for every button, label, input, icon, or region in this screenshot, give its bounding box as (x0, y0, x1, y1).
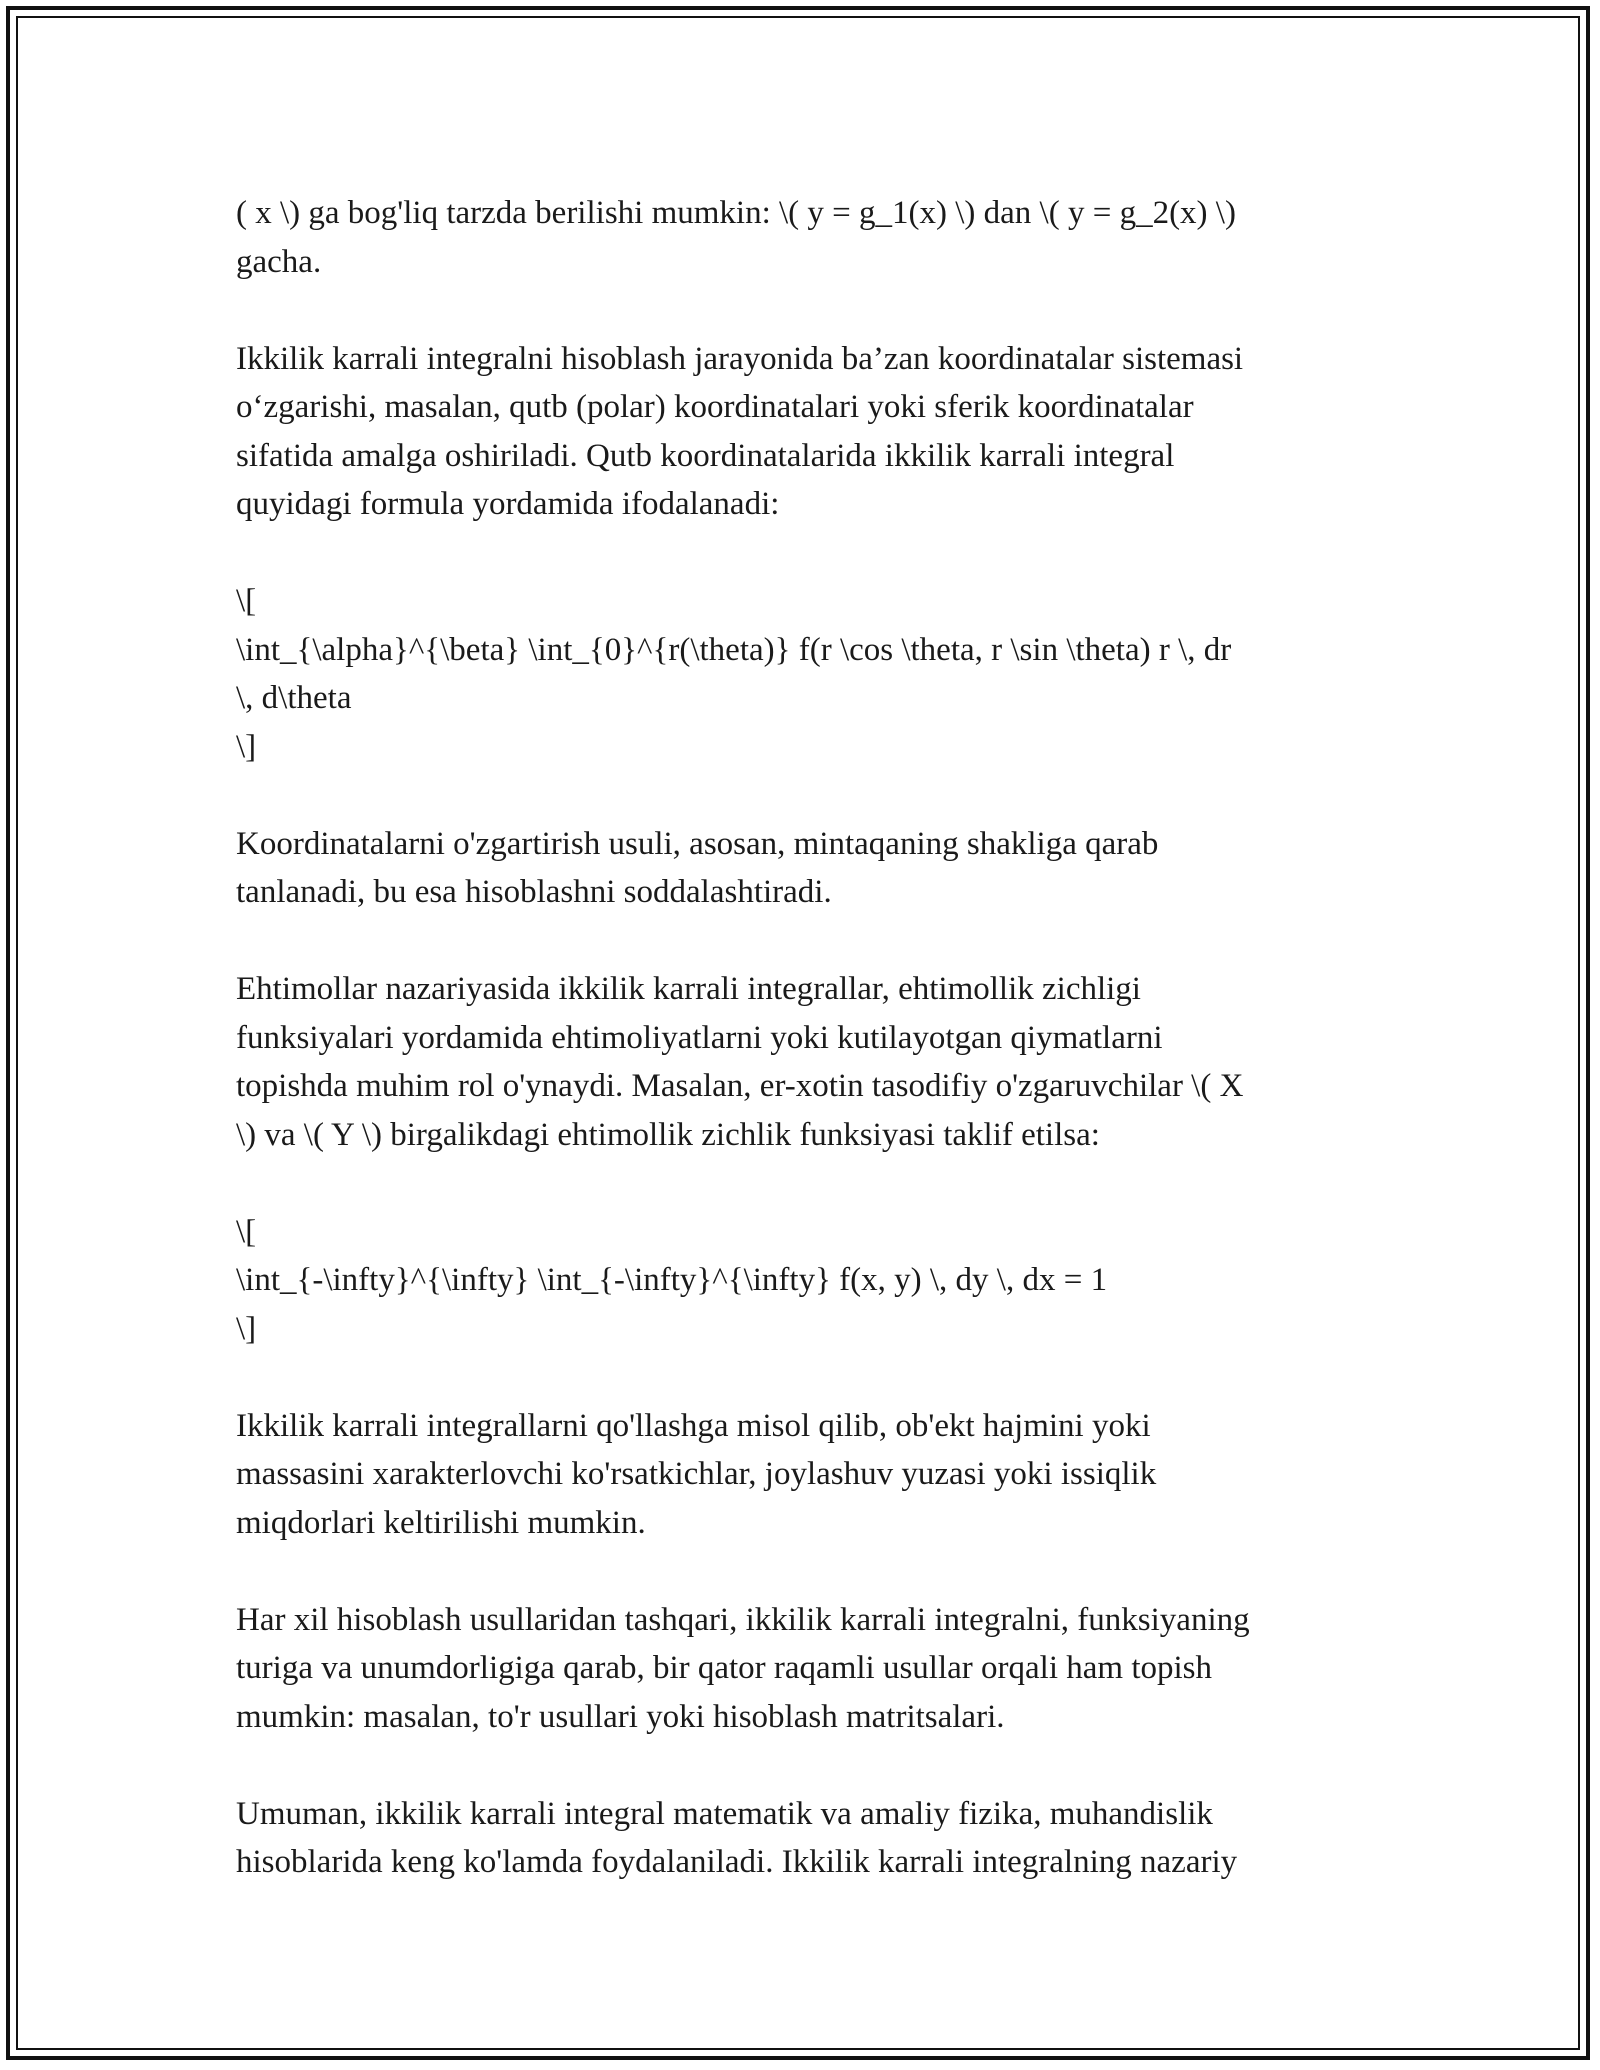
text-line: Ikkilik karrali integralni hisoblash jarayonida ba’zan koordinatalar sistemasi (236, 340, 1244, 377)
text-line: massasini xarakterlovchi ko'rsatkichlar, joylashuv yuzasi yoki issiqlik (236, 1456, 1157, 1492)
text-line: tanlanadi, bu esa hisoblashni soddalashtiradi. (236, 874, 832, 910)
text-line: Koordinatalarni o'zgartirish usuli, asosan, mintaqaning shakliga qarab (236, 825, 1159, 862)
paragraph (236, 189, 1366, 286)
text-line: quyidagi formula yordamida ifodalanadi: (236, 486, 780, 522)
paragraph (236, 335, 1366, 529)
document-body (236, 189, 1366, 1887)
display-formula (236, 1208, 1366, 1354)
text-line: miqdorlari keltirilishi mumkin. (236, 1504, 646, 1541)
paragraph (236, 1790, 1366, 1887)
paragraph-gap (236, 771, 1366, 820)
formula-line: \] (236, 1310, 257, 1347)
paragraph (236, 820, 1366, 917)
paragraph-gap (236, 1353, 1366, 1402)
text-line: Ikkilik karrali integrallarni qo'llashga misol qilib, ob'ekt hajmini yoki (236, 1407, 1151, 1444)
paragraph-gap (236, 917, 1366, 966)
formula-line: \[ (236, 583, 257, 619)
formula-line: \, d\theta (236, 680, 352, 716)
text-line: sifatida amalga oshiriladi. Qutb koordinatalarida ikkilik karrali integral (236, 437, 1175, 474)
text-line: Umuman, ikkilik karrali integral matematik va amaliy fizika, muhandislik (236, 1795, 1213, 1832)
text-line: \) va \( Y \) birgalikdagi ehtimollik zichlik funksiyasi taklif etilsa: (236, 1116, 1100, 1153)
text-line: topishda muhim rol o'ynaydi. Masalan, er-xotin tasodifiy o'zgaruvchilar \( X (236, 1068, 1244, 1104)
paragraph (236, 1402, 1366, 1548)
paragraph (236, 965, 1366, 1159)
display-formula (236, 577, 1366, 771)
formula-line: \[ (236, 1213, 257, 1250)
text-line: funksiyalari yordamida ehtimoliyatlarni yoki kutilayotgan qiymatlarni (236, 1019, 1163, 1056)
formula-line: \int_{-\infty}^{\infty} \int_{-\infty}^{\infty} f(x, y) \, dy \, dx = 1 (236, 1262, 1108, 1298)
text-line: gacha. (236, 243, 322, 280)
paragraph-gap (236, 286, 1366, 335)
paragraph (236, 1596, 1366, 1742)
formula-line: \int_{\alpha}^{\beta} \int_{0}^{r(\theta)} f(r \cos \theta, r \sin \theta) r \, dr (236, 631, 1232, 668)
text-line: Ehtimollar nazariyasida ikkilik karrali integrallar, ehtimollik zichligi (236, 971, 1141, 1007)
text-line: hisoblarida keng ko'lamda foydalaniladi. Ikkilik karrali integralning nazariy (236, 1844, 1238, 1880)
text-line: mumkin: masalan, to'r usullari yoki hisoblash matritsalari. (236, 1698, 1005, 1735)
paragraph-gap (236, 1547, 1366, 1596)
text-line: o‘zgarishi, masalan, qutb (polar) koordinatalari yoki sferik koordinatalar (236, 389, 1194, 425)
text-line: ( x \) ga bog'liq tarzda berilishi mumkin: \( y = g_1(x) \) dan \( y = g_2(x) \) (236, 195, 1236, 231)
text-line: turiga va unumdorligiga qarab, bir qator raqamli usullar orqali ham topish (236, 1650, 1212, 1686)
paragraph-gap (236, 1741, 1366, 1790)
paragraph-gap (236, 1159, 1366, 1208)
formula-line: \] (236, 728, 257, 765)
text-line: Har xil hisoblash usullaridan tashqari, ikkilik karrali integralni, funksiyaning (236, 1601, 1250, 1638)
paragraph-gap (236, 529, 1366, 578)
